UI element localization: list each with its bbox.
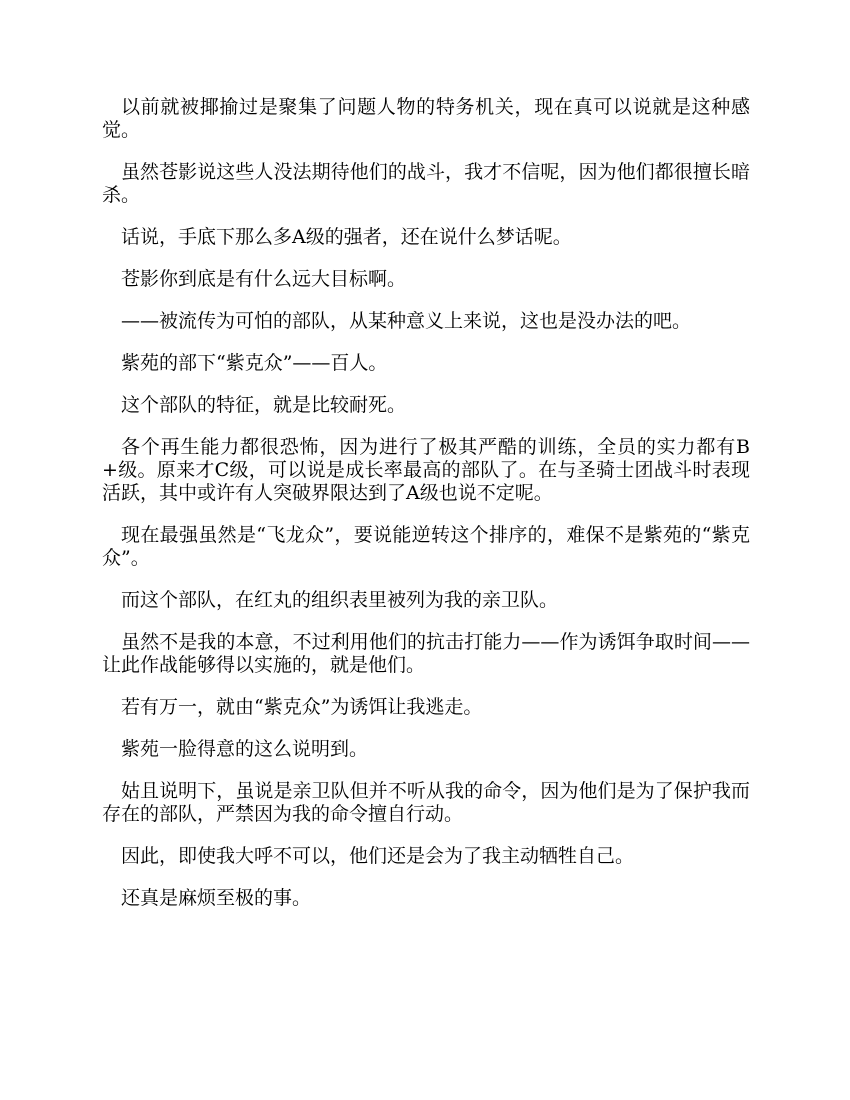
paragraph: 各个再生能力都很恐怖，因为进行了极其严酷的训练，全员的实力都有B+级。原来才C级，可以说是成长率最高的部队了。在与圣骑士团战斗时表现活跃，其中或许有人突破界限达到了A级也说不定呢。	[102, 436, 750, 504]
paragraph: 姑且说明下，虽说是亲卫队但并不听从我的命令，因为他们是为了保护我而存在的部队，严禁因为我的命令擅自行动。	[102, 780, 750, 825]
paragraph: 苍影你到底是有什么远大目标啊。	[121, 268, 407, 290]
paragraph: ——被流传为可怕的部队，从某种意义上来说，这也是没办法的吧。	[121, 310, 692, 332]
paragraph: 还真是麻烦至极的事。	[121, 887, 312, 909]
paragraph: 这个部队的特征，就是比较耐死。	[121, 394, 407, 416]
paragraph: 而这个部队，在红丸的组织表里被列为我的亲卫队。	[121, 589, 559, 611]
paragraph: 虽然不是我的本意，不过利用他们的抗击打能力——作为诱饵争取时间——让此作战能够得以实施的，就是他们。	[102, 631, 750, 676]
paragraph: 现在最强虽然是“飞龙众”，要说能逆转这个排序的，难保不是紫苑的“紫克众”。	[102, 524, 750, 569]
paragraph: 紫苑一脸得意的这么说明到。	[121, 738, 369, 760]
paragraph: 以前就被揶揄过是聚集了问题人物的特务机关，现在真可以说就是这种感觉。	[102, 96, 750, 141]
body-text	[102, 96, 750, 929]
paragraph: 若有万一，就由“紫克众”为诱饵让我逃走。	[121, 696, 483, 718]
paragraph: 虽然苍影说这些人没法期待他们的战斗，我才不信呢，因为他们都很擅长暗杀。	[102, 161, 750, 206]
paragraph: 紫苑的部下“紫克众”——百人。	[121, 352, 388, 374]
paragraph: 话说，手底下那么多A级的强者，还在说什么梦话呢。	[121, 226, 572, 248]
paragraph: 因此，即使我大呼不可以，他们还是会为了我主动牺牲自己。	[121, 845, 635, 867]
